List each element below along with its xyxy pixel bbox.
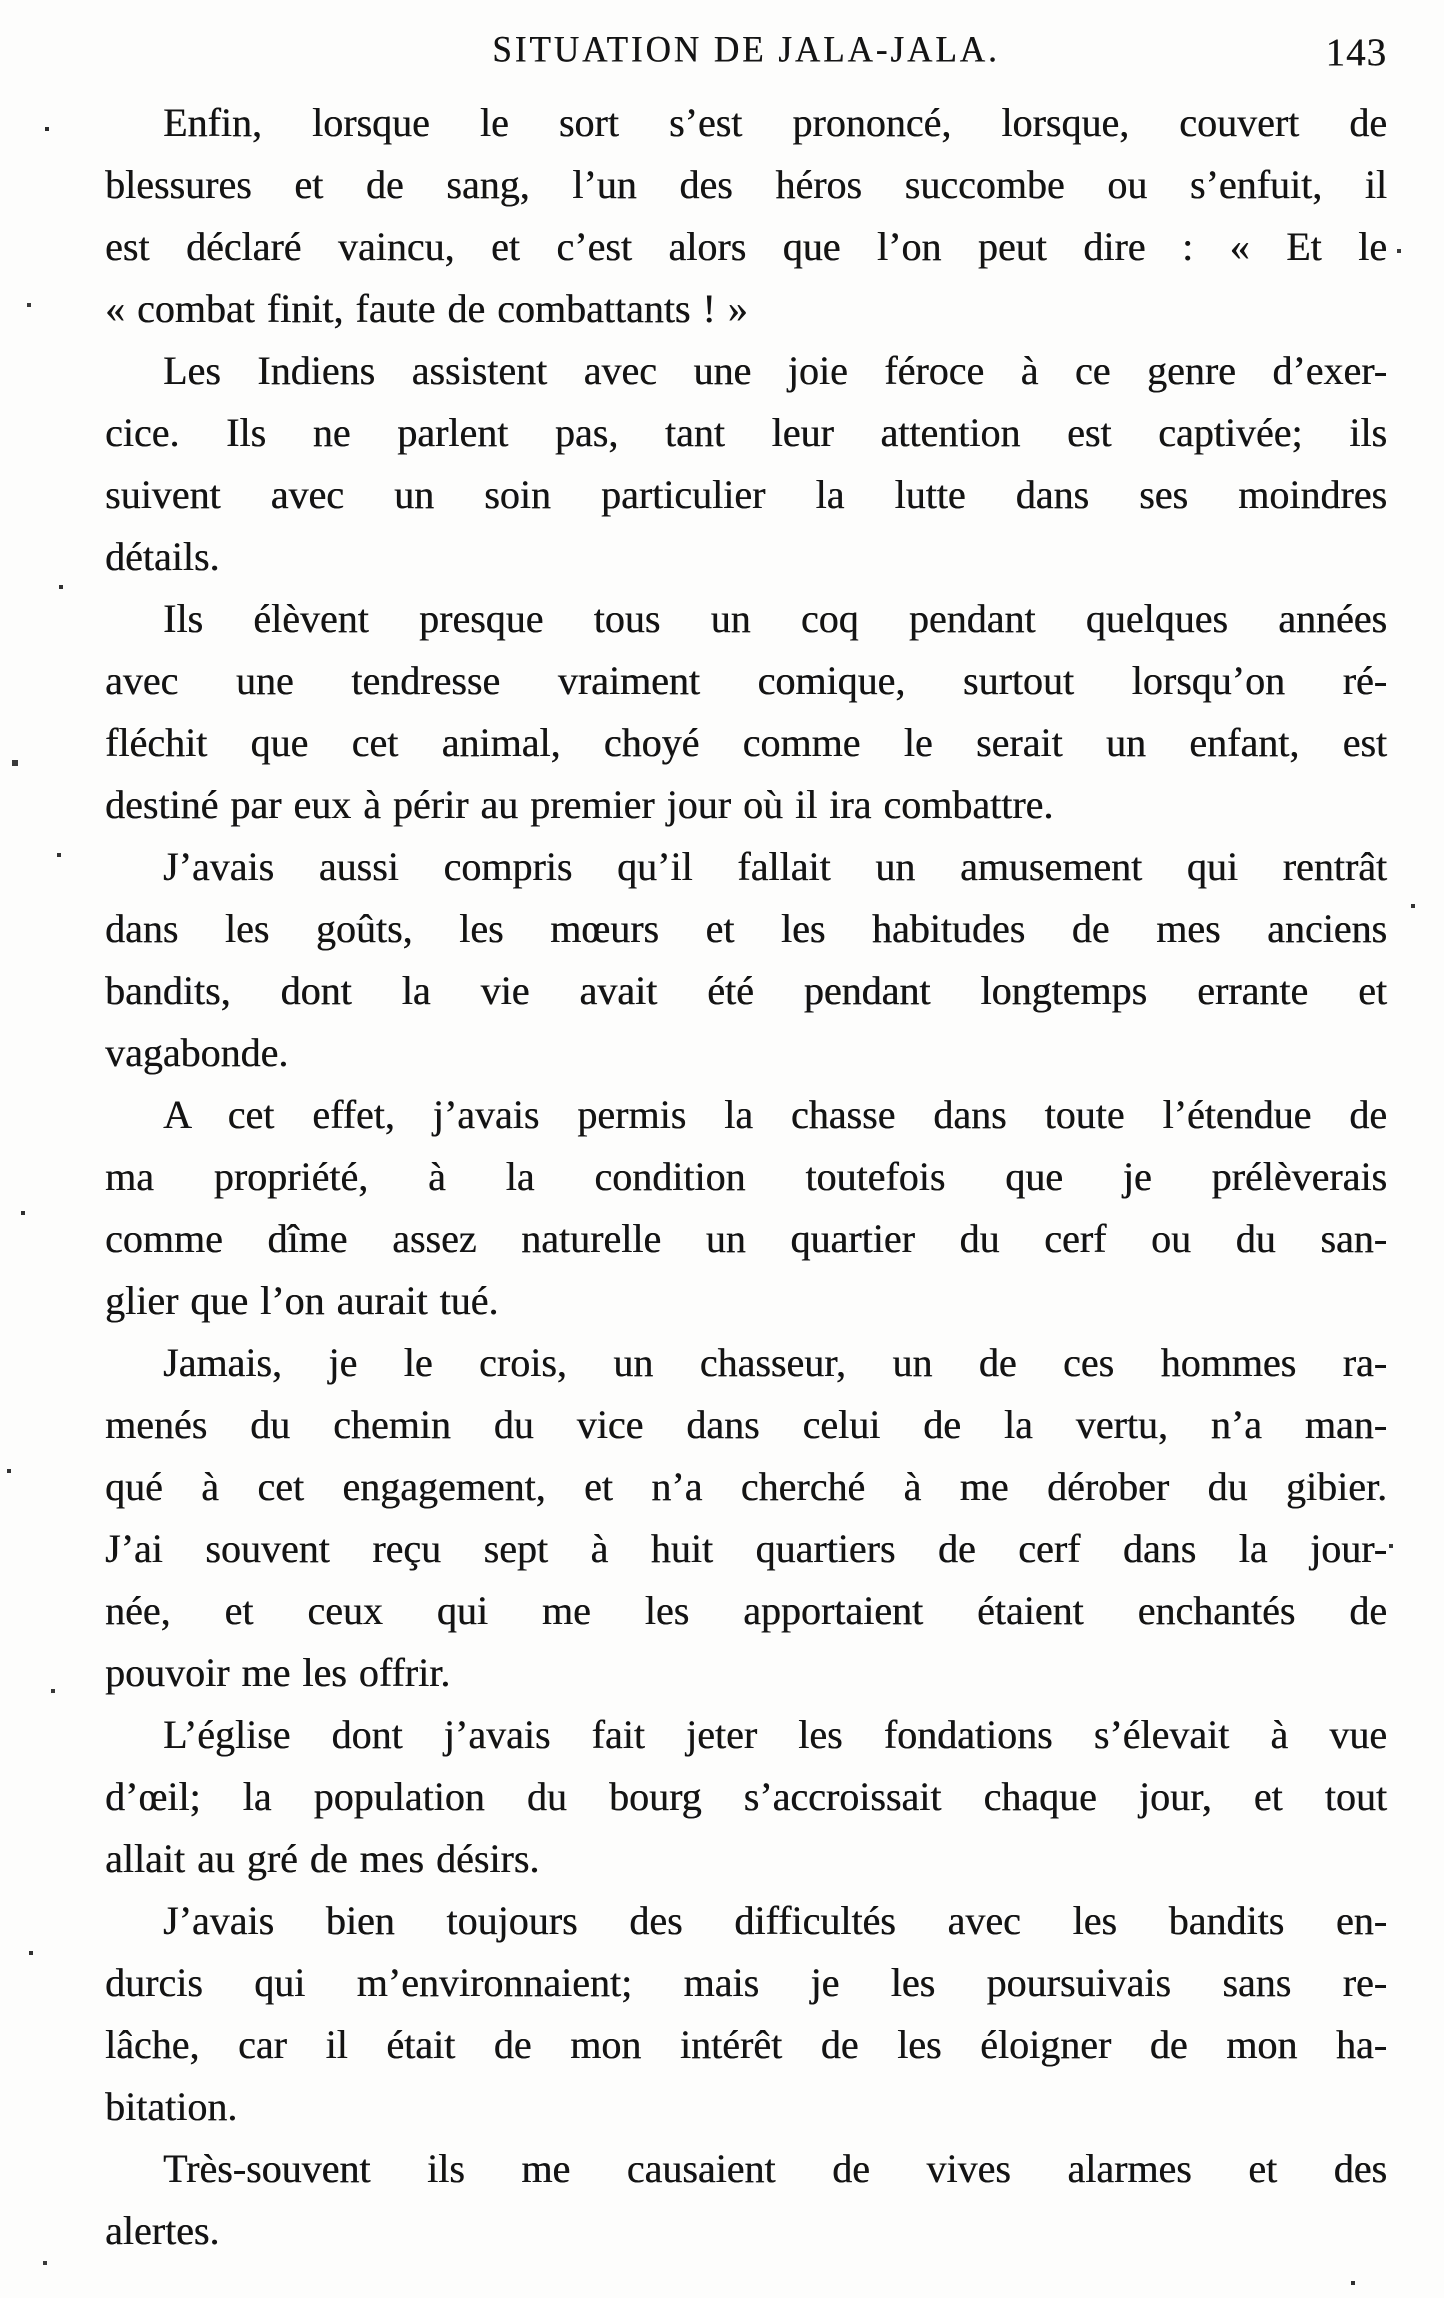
text-line: d’œil; la population du bourg s’accroissait chaque jour, et tout xyxy=(105,1774,1387,1819)
text-line: Les Indiens assistent avec une joie féroce à ce genre d’exer- xyxy=(163,348,1387,393)
text-line: dans les goûts, les mœurs et les habitudes de mes anciens xyxy=(105,906,1387,951)
text-line: J’avais aussi compris qu’il fallait un amusement qui rentrât xyxy=(163,844,1387,889)
text-line: alertes. xyxy=(105,2208,220,2253)
text-line: ma propriété, à la condition toutefois que je prélèverais xyxy=(105,1154,1387,1199)
text-line: comme dîme assez naturelle un quartier du cerf ou du san- xyxy=(105,1216,1387,1261)
text-line: Très-souvent ils me causaient de vives alarmes et des xyxy=(163,2146,1387,2191)
text-line: L’église dont j’avais fait jeter les fondations s’élevait à vue xyxy=(163,1712,1387,1757)
text-line: J’avais bien toujours des difficultés avec les bandits en- xyxy=(163,1898,1387,1943)
text-line: pouvoir me les offrir. xyxy=(105,1650,451,1695)
text-line: destiné par eux à périr au premier jour où il ira combattre. xyxy=(105,782,1054,827)
text-line: est déclaré vaincu, et c’est alors que l’on peut dire : « Et le xyxy=(105,224,1387,269)
page-body xyxy=(105,92,1387,2262)
text-line: menés du chemin du vice dans celui de la vertu, n’a man- xyxy=(105,1402,1387,1447)
text-line: bandits, dont la vie avait été pendant longtemps errante et xyxy=(105,968,1387,1013)
text-line: avec une tendresse vraiment comique, surtout lorsqu’on ré- xyxy=(105,658,1387,703)
page-number: 143 xyxy=(1325,31,1387,74)
text-line: A cet effet, j’avais permis la chasse dans toute l’étendue de xyxy=(163,1092,1387,1137)
text-line: suivent avec un soin particulier la lutte dans ses moindres xyxy=(105,472,1387,517)
text-line: bitation. xyxy=(105,2084,238,2129)
page-header xyxy=(105,30,1387,80)
text-line: Enfin, lorsque le sort s’est prononcé, lorsque, couvert de xyxy=(163,100,1387,145)
text-line: fléchit que cet animal, choyé comme le serait un enfant, est xyxy=(105,720,1387,765)
text-line: allait au gré de mes désirs. xyxy=(105,1836,540,1881)
scan-noise-specks xyxy=(0,0,2,2)
text-line: vagabonde. xyxy=(105,1030,289,1075)
text-line: J’ai souvent reçu sept à huit quartiers de cerf dans la jour- xyxy=(105,1526,1387,1571)
text-line: née, et ceux qui me les apportaient étaient enchantés de xyxy=(105,1588,1387,1633)
running-title: SITUATION DE JALA-JALA. xyxy=(492,29,1000,70)
text-line: blessures et de sang, l’un des héros succombe ou s’enfuit, il xyxy=(105,162,1387,207)
text-line: Ils élèvent presque tous un coq pendant quelques années xyxy=(163,596,1387,641)
text-line: « combat finit, faute de combattants ! » xyxy=(105,286,748,331)
text-line: détails. xyxy=(105,534,220,579)
text-line: cice. Ils ne parlent pas, tant leur attention est captivée; ils xyxy=(105,410,1387,455)
text-line: glier que l’on aurait tué. xyxy=(105,1278,499,1323)
text-line: qué à cet engagement, et n’a cherché à me dérober du gibier. xyxy=(105,1464,1387,1509)
text-line: durcis qui m’environnaient; mais je les poursuivais sans re- xyxy=(105,1960,1387,2005)
text-line: lâche, car il était de mon intérêt de les éloigner de mon ha- xyxy=(105,2022,1387,2067)
text-line: Jamais, je le crois, un chasseur, un de ces hommes ra- xyxy=(163,1340,1387,1385)
